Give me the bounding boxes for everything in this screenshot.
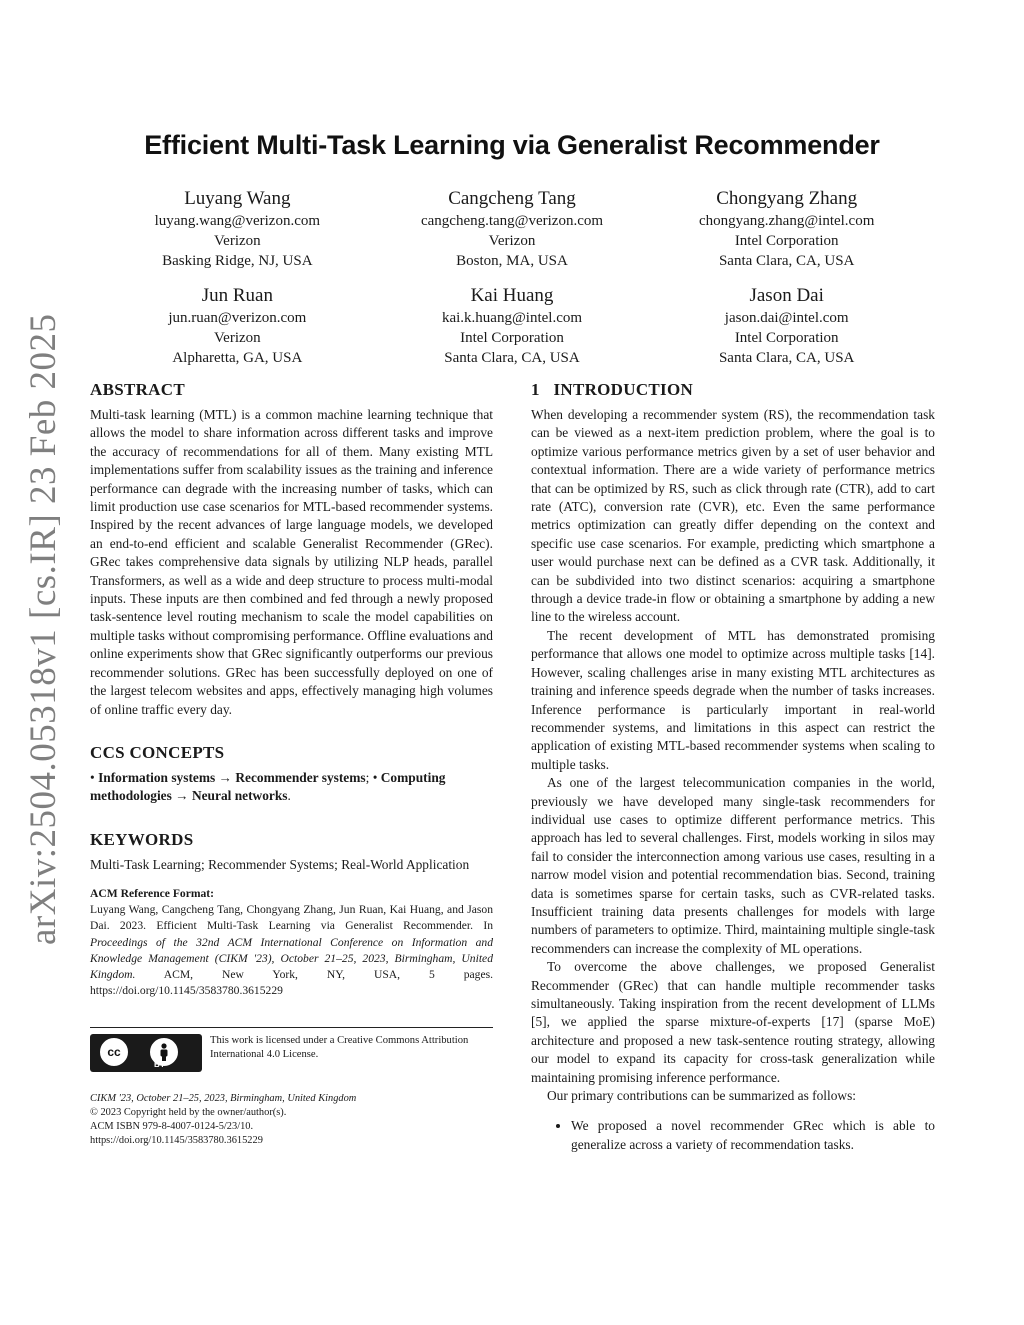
- conference-line: CIKM '23, October 21–25, 2023, Birmingham, United Kingdom: [90, 1093, 357, 1105]
- author-name: Cangcheng Tang: [448, 188, 576, 209]
- author-name: Luyang Wang: [184, 188, 291, 209]
- author-row-1: [100, 187, 924, 271]
- author-location: Boston, MA, USA: [456, 253, 568, 269]
- author-name: Jun Ruan: [201, 285, 273, 306]
- ccs-heading: CCS CONCEPTS: [90, 742, 225, 762]
- ccs-bullet: •: [90, 769, 95, 785]
- ccs-section: [90, 741, 493, 806]
- ccs-arrow: →: [218, 769, 232, 785]
- ccs-concepts: • Information systems → Recommender systems; • Computing methodologies → Neural networks.: [90, 769, 446, 804]
- paper-title: Efficient Multi-Task Learning via Generalist Recommender: [144, 130, 880, 160]
- by-label: BY: [154, 1060, 166, 1070]
- author-block: [375, 284, 650, 368]
- author-location: Santa Clara, CA, USA: [444, 350, 580, 366]
- author-affiliation: Intel Corporation: [734, 330, 839, 346]
- reference-doi[interactable]: ACM, New York, NY, USA, 5 pages. https://doi.org/10.1145/3583780.3615229: [90, 967, 493, 998]
- author-row-2: [100, 284, 924, 368]
- author-email[interactable]: luyang.wang@verizon.com: [154, 213, 321, 229]
- right-column: [531, 378, 935, 1154]
- author-affiliation: Intel Corporation: [734, 233, 839, 249]
- reference-venue: Proceedings of the 32nd ACM International Conference on Information and Knowledge Management (CIKM '23), October 21–25, 2023, Birmingham, United Kingdom.: [90, 935, 493, 981]
- author-location: Basking Ridge, NJ, USA: [162, 253, 313, 269]
- author-location: Santa Clara, CA, USA: [718, 350, 855, 366]
- license-block: [90, 1027, 493, 1072]
- author-location: Santa Clara, CA, USA: [718, 253, 855, 269]
- intro-paragraph: When developing a recommender system (RS), the recommendation task can be viewed as a next-item prediction problem, where the goal is to optimize various performance metrics given by a set of user behavior and contextual information. There are a wide variety of performance metrics that can be optimized by RS, such as click through rate (CTR), add to cart rate (ATC), conversion rate (CVR), etc. Even the same performance metrics optimization can greatly differ depending on the context and specific use case scenarios. For example, predicting which smartphone a user would purchase next can be defined as a CVR task. Additionally, it can be subdivided into two distinct scenarios: acquiring a smartphone through a device trade-in flow or obtaining a smartphone by adding a new line to the wireless account.: [531, 407, 935, 625]
- left-column: [90, 378, 493, 1148]
- isbn-line: ACM ISBN 979-8-4007-0124-5/23/10.: [90, 1121, 254, 1133]
- cc-icon: cc: [100, 1038, 128, 1066]
- author-affiliation: Verizon: [488, 233, 536, 249]
- intro-paragraph: As one of the largest telecommunication companies in the world, previously we have developed many single-task recommenders for individual use cases to optimize different performance metrics. This approach has led to several challenges. First, models working in silos may fail to consider the interconnection among various use cases, resulting in a narrow model vision and potential recommendation bias. Second, training data is sometimes sparse for certain tasks, such as CVR-related tasks. Insufficient training data presents challenges for models with large numbers of parameters to optimize. Third, maintaining multiple single-task recommenders can increase the complexity of ML operations.: [531, 775, 935, 956]
- author-block: [375, 187, 650, 271]
- keywords-section: [90, 828, 493, 874]
- keywords-heading: KEYWORDS: [90, 829, 194, 849]
- author-name: Chongyang Zhang: [716, 188, 858, 209]
- author-name: Kai Huang: [470, 285, 554, 306]
- list-item: • We proposed a novel recommender GRec which is able to generalize across a variety of recommendation tasks.: [571, 1117, 935, 1154]
- author-email[interactable]: kai.k.huang@intel.com: [441, 310, 583, 326]
- intro-paragraph: The recent development of MTL has demonstrated promising performance that allows one model to optimize across multiple tasks [14]. However, scaling challenges arise in many existing MTL architectures as training and inference speeds degrade when the number of tasks increases. Inference performance is particularly important in real-world recommender systems, and limitations in this aspect can restrict the application of existing MTL-based recommender systems when scaling to multiple tasks.: [531, 627, 935, 772]
- author-block: [100, 284, 375, 368]
- author-affiliation: Verizon: [214, 330, 261, 346]
- ccs-arrow: →: [175, 788, 189, 804]
- arxiv-identifier: arXiv:2504.05318v1 [cs.IR] 23 Feb 2025: [23, 313, 64, 945]
- author-email[interactable]: cangcheng.tang@verizon.com: [420, 213, 604, 229]
- copyright-line: © 2023 Copyright held by the owner/author(s).: [90, 1107, 287, 1119]
- intro-paragraph: Our primary contributions can be summarized as follows:: [547, 1088, 857, 1104]
- publication-info: [90, 1092, 493, 1148]
- intro-paragraph: To overcome the above challenges, we proposed Generalist Recommender (GRec) that can handle multiple recommender tasks simultaneously. Taking inspiration from the recent development of LLMs [5], we applied the sparse mixture-of-experts [17] (sparse MoE) architecture and proposed a new task-sentence routing strategy, allowing our model to expand its capacity for cross-task generalization while maintaining promising inference performance.: [531, 959, 935, 1085]
- abstract-heading: ABSTRACT: [90, 380, 185, 399]
- cc-by-license-icon[interactable]: [90, 1034, 202, 1072]
- abstract-section: [90, 378, 493, 719]
- author-affiliation: Intel Corporation: [460, 330, 564, 346]
- abstract-text: Multi-task learning (MTL) is a common machine learning technique that allows the model to share information across different tasks and improve the accuracy of recommendations for all of them. Many existing MTL implementations suffer from scalability issues as the training and inference performance can degrade with the increasing number of tasks, which can limit production use case scenarios for MTL-based recommender systems. Inspired by the recent advances of large language models, we developed an end-to-end efficient and scalable Generalist Recommender (GRec). GRec takes comprehensive data signals by utilizing NLP heads, parallel Transformers, as well as a wide and deep structure to process multi-modal inputs. These inputs are then combined and fed through a newly proposed task-sentence level routing mechanism to scale the model capabilities on multiple tasks without compromising performance. Offline evaluations and online experiments show that GRec significantly outperforms our previous recommender solutions. GRec has been successfully deployed on one of the largest telecom websites and apps, effectively managing high volumes of online traffic every day.: [90, 407, 493, 717]
- contributions-list: [531, 1117, 935, 1154]
- author-block: [649, 284, 924, 368]
- reference-format: [90, 886, 493, 999]
- author-email[interactable]: jason.dai@intel.com: [724, 310, 849, 326]
- introduction-heading: 1 INTRODUCTION: [531, 380, 694, 399]
- ccs-item: Recommender systems: [235, 769, 366, 785]
- ccs-item: Neural networks: [191, 788, 288, 804]
- ccs-item: Information systems: [98, 769, 216, 785]
- ccs-item: Computing methodologies: [90, 769, 446, 804]
- license-text: This work is licensed under a Creative Commons Attribution International 4.0 License.: [210, 1035, 469, 1061]
- author-email[interactable]: chongyang.zhang@intel.com: [698, 213, 875, 229]
- author-name: Jason Dai: [749, 285, 824, 306]
- author-block: [100, 187, 375, 271]
- author-affiliation: Verizon: [214, 233, 261, 249]
- author-location: Alpharetta, GA, USA: [172, 350, 303, 366]
- author-email[interactable]: jun.ruan@verizon.com: [168, 310, 307, 326]
- reference-format-heading: ACM Reference Format:: [90, 887, 215, 901]
- author-block: [649, 187, 924, 271]
- doi-link[interactable]: https://doi.org/10.1145/3583780.3615229: [90, 1135, 263, 1147]
- ccs-bullet: •: [372, 769, 378, 785]
- keywords-text: Multi-Task Learning; Recommender Systems; Real-World Application: [90, 856, 470, 872]
- reference-format-text: Luyang Wang, Cangcheng Tang, Chongyang Zhang, Jun Ruan, Kai Huang, and Jason Dai. 2023. Efficient Multi-Task Learning via Generalist Recommender. In Proceedings of the 32nd ACM International Conference on Information and Knowledge Management (CIKM '23), October 21–25, 2023, Birmingham, United Kingdom. ACM, New York, NY, USA, 5 pages. https://doi.org/10.1145/3583780.3615229: [90, 903, 493, 998]
